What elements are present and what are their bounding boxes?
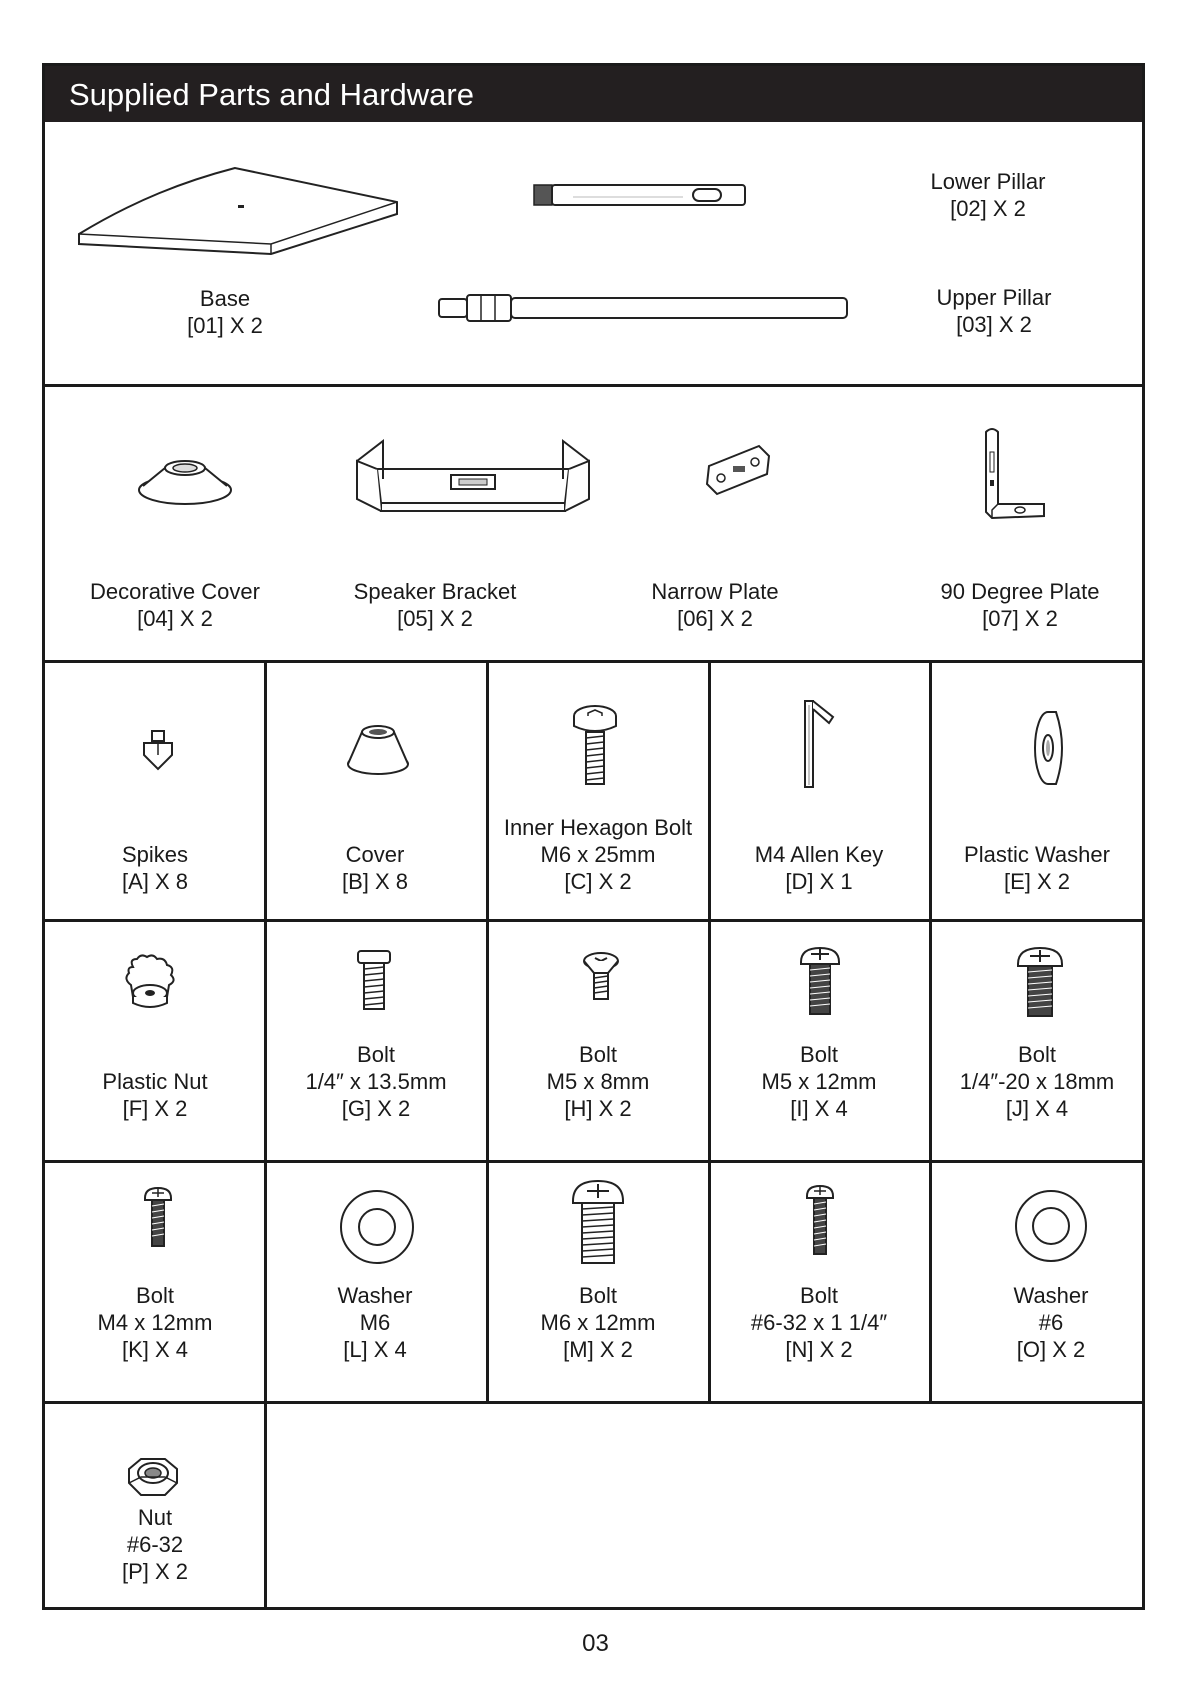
- allen-key-icon: [801, 699, 837, 791]
- hardware-quantity: [C] X 2: [564, 869, 632, 894]
- row-divider: [45, 660, 1142, 663]
- hardware-size: #6: [1038, 1310, 1064, 1335]
- washer-l-label: [285, 1282, 465, 1363]
- bolt-n-label: [708, 1282, 930, 1363]
- speaker-bracket-icon: [353, 439, 593, 521]
- cover-label: [285, 841, 465, 895]
- hardware-size: #6-32: [126, 1532, 184, 1557]
- section-header: [45, 66, 1142, 122]
- part-quantity: [07] X 2: [982, 606, 1058, 631]
- hardware-quantity: [B] X 8: [341, 869, 409, 894]
- bolt-h-label: [486, 1041, 710, 1122]
- bolt-k-label: [65, 1282, 245, 1363]
- plastic-washer-icon: [1028, 709, 1068, 787]
- hardware-quantity: [O] X 2: [1016, 1337, 1086, 1362]
- inner-hexagon-bolt-icon: [572, 704, 618, 786]
- nut-icon: [127, 1455, 179, 1499]
- hardware-quantity: [A] X 8: [121, 869, 189, 894]
- bolt-n-icon: [805, 1184, 835, 1256]
- hardware-name: Plastic Washer: [964, 842, 1110, 867]
- base-icon: [75, 166, 405, 256]
- upper-pillar-label: [909, 284, 1079, 338]
- hardware-quantity: [D] X 1: [785, 869, 853, 894]
- part-name: 90 Degree Plate: [940, 579, 1100, 604]
- bolt-m-label: [486, 1282, 710, 1363]
- part-name: Narrow Plate: [651, 579, 779, 604]
- nut-label: [65, 1504, 245, 1585]
- plastic-nut-icon: [123, 953, 179, 1011]
- part-name: Decorative Cover: [90, 579, 260, 604]
- hardware-quantity: [K] X 4: [121, 1337, 189, 1362]
- bolt-j-icon: [1016, 946, 1064, 1018]
- hardware-name: Bolt: [579, 1042, 617, 1067]
- hardware-name: M4 Allen Key: [754, 842, 884, 867]
- part-name: Speaker Bracket: [353, 579, 517, 604]
- bolt-g-icon: [357, 949, 391, 1011]
- hardware-size: 1/4″ x 13.5mm: [305, 1069, 447, 1094]
- decorative-cover-label: [75, 578, 275, 632]
- plastic-washer-label: [929, 841, 1145, 895]
- part-quantity: [04] X 2: [137, 606, 213, 631]
- hardware-quantity: [E] X 2: [1003, 869, 1071, 894]
- column-divider: [264, 660, 267, 1607]
- hardware-quantity: [J] X 4: [1005, 1096, 1069, 1121]
- washer-l-icon: [338, 1188, 416, 1266]
- hardware-name: Bolt: [1018, 1042, 1056, 1067]
- washer-o-label: [941, 1282, 1161, 1363]
- hardware-quantity: [F] X 2: [122, 1096, 188, 1121]
- hardware-quantity: [I] X 4: [790, 1096, 848, 1121]
- hardware-quantity: [N] X 2: [785, 1337, 853, 1362]
- hardware-size: #6-32 x 1 1/4″: [750, 1310, 888, 1335]
- speaker-bracket-label: [335, 578, 535, 632]
- base-label: [160, 285, 290, 339]
- spike-icon: [140, 729, 176, 771]
- hardware-name: Bolt: [800, 1042, 838, 1067]
- hardware-size: M6: [359, 1310, 391, 1335]
- hardware-size: M6 x 25mm: [540, 842, 656, 867]
- hardware-name: Bolt: [800, 1283, 838, 1308]
- parts-sheet: [42, 63, 1145, 1610]
- bolt-i-icon: [799, 946, 841, 1016]
- cover-icon: [345, 724, 411, 776]
- plastic-nut-label: [65, 1068, 245, 1122]
- lower-pillar-icon: [533, 181, 747, 209]
- hardware-name: Cover: [345, 842, 405, 867]
- row-divider: [45, 1401, 1142, 1404]
- hardware-quantity: [G] X 2: [341, 1096, 411, 1121]
- hardware-name: Bolt: [136, 1283, 174, 1308]
- narrow-plate-label: [615, 578, 815, 632]
- hardware-quantity: [M] X 2: [563, 1337, 633, 1362]
- 90-degree-plate-icon: [980, 426, 1050, 526]
- hardware-quantity: [L] X 4: [343, 1337, 407, 1362]
- hardware-size: M5 x 12mm: [761, 1069, 877, 1094]
- hardware-quantity: [P] X 2: [121, 1559, 189, 1584]
- hardware-size: M4 x 12mm: [97, 1310, 213, 1335]
- section-title: Supplied Parts and Hardware: [69, 77, 474, 112]
- hardware-size: M5 x 8mm: [546, 1069, 650, 1094]
- row-divider: [45, 919, 1142, 922]
- part-quantity: [02] X 2: [950, 196, 1026, 221]
- part-name: Upper Pillar: [936, 285, 1052, 310]
- hardware-size: 1/4″-20 x 18mm: [959, 1069, 1115, 1094]
- hardware-quantity: [H] X 2: [564, 1096, 632, 1121]
- part-name: Lower Pillar: [930, 169, 1046, 194]
- hardware-name: Inner Hexagon Bolt: [503, 815, 693, 840]
- washer-o-icon: [1013, 1188, 1089, 1264]
- part-name: Base: [199, 286, 251, 311]
- hardware-name: Washer: [337, 1283, 413, 1308]
- part-quantity: [06] X 2: [677, 606, 753, 631]
- part-quantity: [03] X 2: [956, 312, 1032, 337]
- bolt-i-label: [708, 1041, 930, 1122]
- hardware-name: Bolt: [357, 1042, 395, 1067]
- hardware-name: Plastic Nut: [102, 1069, 208, 1094]
- upper-pillar-icon: [437, 291, 849, 325]
- hardware-name: Nut: [137, 1505, 173, 1530]
- hardware-name: Washer: [1013, 1283, 1089, 1308]
- hardware-name: Spikes: [121, 842, 189, 867]
- part-quantity: [05] X 2: [397, 606, 473, 631]
- hardware-name: Bolt: [579, 1283, 617, 1308]
- spikes-label: [65, 841, 245, 895]
- part-quantity: [01] X 2: [187, 313, 263, 338]
- bolt-j-label: [929, 1041, 1145, 1122]
- page-number: 03: [582, 1630, 609, 1657]
- 90-degree-plate-label: [915, 578, 1125, 632]
- bolt-m-icon: [571, 1179, 625, 1265]
- hardware-size: M6 x 12mm: [540, 1310, 656, 1335]
- decorative-cover-icon: [137, 454, 233, 506]
- lower-pillar-label: [903, 168, 1073, 222]
- bolt-g-label: [265, 1041, 487, 1122]
- row-divider: [45, 1160, 1142, 1163]
- bolt-k-icon: [143, 1186, 173, 1248]
- row-divider: [45, 384, 1142, 387]
- narrow-plate-icon: [703, 444, 773, 496]
- bolt-h-icon: [582, 951, 620, 1001]
- inner-hexagon-bolt-label: [486, 814, 710, 895]
- allen-key-label: [708, 841, 930, 895]
